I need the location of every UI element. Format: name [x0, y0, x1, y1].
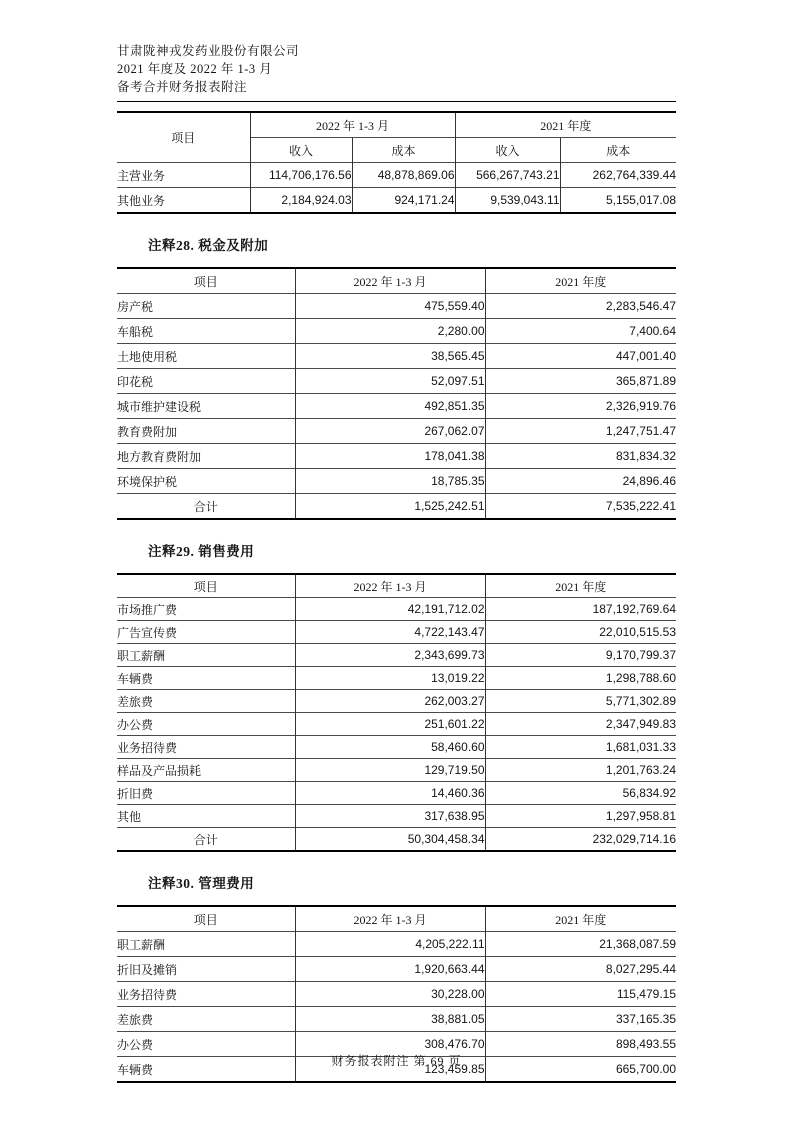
item-cell: 教育费附加	[117, 419, 295, 444]
company-name: 甘肃陇神戎发药业股份有限公司	[117, 44, 300, 58]
value-cell: 1,920,663.44	[295, 957, 485, 982]
value-cell: 365,871.89	[485, 369, 676, 394]
revenue-cost-table	[117, 111, 676, 214]
item-cell: 主营业务	[117, 163, 250, 188]
table-row	[117, 690, 676, 713]
table-row	[117, 469, 676, 494]
column-header-2022: 2022 年 1-3 月	[295, 574, 485, 598]
section-title-note28: 注释28. 税金及附加	[148, 238, 269, 253]
value-cell: 4,205,222.11	[295, 932, 485, 957]
subheader-income-2022: 收入	[250, 138, 352, 163]
table-row	[117, 319, 676, 344]
table-header-row	[117, 906, 676, 932]
subheader-income-2021: 收入	[455, 138, 560, 163]
page-content	[117, 0, 676, 1083]
table-row	[117, 759, 676, 782]
value-cell: 8,027,295.44	[485, 957, 676, 982]
total-value-cell: 232,029,714.16	[485, 828, 676, 852]
item-cell: 环境保护税	[117, 469, 295, 494]
value-cell: 831,834.32	[485, 444, 676, 469]
total-value-cell: 50,304,458.34	[295, 828, 485, 852]
table-row	[117, 982, 676, 1007]
value-cell: 21,368,087.59	[485, 932, 676, 957]
table-header-row	[117, 268, 676, 294]
value-cell: 665,700.00	[485, 1057, 676, 1083]
column-header-item: 项目	[171, 131, 196, 145]
value-cell: 38,565.45	[295, 344, 485, 369]
column-header-2021: 2021 年度	[455, 112, 676, 138]
table-row	[117, 294, 676, 319]
report-period: 2021 年度及 2022 年 1-3 月	[117, 62, 273, 76]
table-row	[117, 394, 676, 419]
table-row	[117, 713, 676, 736]
table-row	[117, 621, 676, 644]
item-cell: 印花税	[117, 369, 295, 394]
table-row	[117, 344, 676, 369]
column-header-2022: 2022 年 1-3 月	[295, 906, 485, 932]
table-row	[117, 1007, 676, 1032]
value-cell: 2,283,546.47	[485, 294, 676, 319]
value-cell: 1,681,031.33	[485, 736, 676, 759]
table-row	[117, 782, 676, 805]
total-label-cell: 合计	[117, 828, 295, 852]
item-cell: 差旅费	[117, 690, 295, 713]
total-label-cell: 合计	[117, 494, 295, 520]
item-cell: 办公费	[117, 1032, 295, 1057]
value-cell: 262,003.27	[295, 690, 485, 713]
item-cell: 职工薪酬	[117, 932, 295, 957]
subheader-cost-2021: 成本	[560, 138, 676, 163]
value-cell: 38,881.05	[295, 1007, 485, 1032]
column-header-item: 项目	[193, 274, 218, 289]
item-cell: 折旧及摊销	[117, 957, 295, 982]
item-cell: 市场推广费	[117, 598, 295, 621]
document-header	[117, 0, 676, 96]
selling-expense-table	[117, 573, 676, 852]
item-cell: 其他	[117, 805, 295, 828]
value-cell: 1,297,958.81	[485, 805, 676, 828]
item-cell: 房产税	[117, 294, 295, 319]
value-cell: 317,638.95	[295, 805, 485, 828]
report-title: 备考合并财务报表附注	[117, 80, 248, 94]
value-cell: 251,601.22	[295, 713, 485, 736]
value-cell: 22,010,515.53	[485, 621, 676, 644]
value-cell: 308,476.70	[295, 1032, 485, 1057]
value-cell: 2,326,919.76	[485, 394, 676, 419]
table-row	[117, 188, 676, 214]
table-header-row	[117, 112, 676, 138]
value-cell: 924,171.24	[352, 188, 455, 214]
item-cell: 车船税	[117, 319, 295, 344]
item-cell: 职工薪酬	[117, 644, 295, 667]
value-cell: 492,851.35	[295, 394, 485, 419]
value-cell: 9,539,043.11	[455, 188, 560, 214]
value-cell: 1,298,788.60	[485, 667, 676, 690]
column-header-item: 项目	[193, 912, 218, 927]
item-cell: 折旧费	[117, 782, 295, 805]
value-cell: 187,192,769.64	[485, 598, 676, 621]
table-row	[117, 444, 676, 469]
table-row	[117, 419, 676, 444]
subheader-cost-2022: 成本	[352, 138, 455, 163]
value-cell: 129,719.50	[295, 759, 485, 782]
column-header-2021: 2021 年度	[485, 574, 676, 598]
value-cell: 56,834.92	[485, 782, 676, 805]
value-cell: 1,201,763.24	[485, 759, 676, 782]
table-row	[117, 163, 676, 188]
column-header-2021: 2021 年度	[485, 906, 676, 932]
value-cell: 13,019.22	[295, 667, 485, 690]
table-row	[117, 736, 676, 759]
item-cell: 车辆费	[117, 1057, 295, 1083]
item-cell: 地方教育费附加	[117, 444, 295, 469]
value-cell: 178,041.38	[295, 444, 485, 469]
value-cell: 58,460.60	[295, 736, 485, 759]
table-total-row	[117, 494, 676, 520]
value-cell: 5,771,302.89	[485, 690, 676, 713]
value-cell: 447,001.40	[485, 344, 676, 369]
value-cell: 2,280.00	[295, 319, 485, 344]
value-cell: 267,062.07	[295, 419, 485, 444]
value-cell: 337,165.35	[485, 1007, 676, 1032]
value-cell: 2,343,699.73	[295, 644, 485, 667]
item-cell: 差旅费	[117, 1007, 295, 1032]
value-cell: 262,764,339.44	[560, 163, 676, 188]
value-cell: 5,155,017.08	[560, 188, 676, 214]
table-row	[117, 644, 676, 667]
value-cell: 52,097.51	[295, 369, 485, 394]
item-cell: 广告宣传费	[117, 621, 295, 644]
table-row	[117, 598, 676, 621]
value-cell: 30,228.00	[295, 982, 485, 1007]
value-cell: 7,400.64	[485, 319, 676, 344]
value-cell: 114,706,176.56	[250, 163, 352, 188]
table-row	[117, 805, 676, 828]
column-header-2021: 2021 年度	[485, 268, 676, 294]
item-cell: 城市维护建设税	[117, 394, 295, 419]
value-cell: 9,170,799.37	[485, 644, 676, 667]
item-cell: 土地使用税	[117, 344, 295, 369]
column-header-2022: 2022 年 1-3 月	[250, 112, 455, 138]
value-cell: 123,459.85	[295, 1057, 485, 1083]
item-cell: 样品及产品损耗	[117, 759, 295, 782]
page-footer: 财务报表附注 第 69 页	[331, 1054, 462, 1068]
item-cell: 车辆费	[117, 667, 295, 690]
column-header-item: 项目	[193, 579, 218, 594]
section-title-note29: 注释29. 销售费用	[148, 544, 255, 559]
table-header-row	[117, 574, 676, 598]
tax-surcharge-table	[117, 267, 676, 520]
section-title-note30: 注释30. 管理费用	[148, 876, 255, 891]
value-cell: 115,479.15	[485, 982, 676, 1007]
value-cell: 18,785.35	[295, 469, 485, 494]
table-row	[117, 369, 676, 394]
table-row	[117, 957, 676, 982]
item-cell: 业务招待费	[117, 736, 295, 759]
value-cell: 1,247,751.47	[485, 419, 676, 444]
column-header-2022: 2022 年 1-3 月	[295, 268, 485, 294]
value-cell: 42,191,712.02	[295, 598, 485, 621]
total-value-cell: 1,525,242.51	[295, 494, 485, 520]
item-cell: 业务招待费	[117, 982, 295, 1007]
value-cell: 566,267,743.21	[455, 163, 560, 188]
value-cell: 475,559.40	[295, 294, 485, 319]
value-cell: 898,493.55	[485, 1032, 676, 1057]
table-total-row	[117, 828, 676, 852]
item-cell: 办公费	[117, 713, 295, 736]
item-cell: 其他业务	[117, 188, 250, 214]
total-value-cell: 7,535,222.41	[485, 494, 676, 520]
value-cell: 2,347,949.83	[485, 713, 676, 736]
header-divider	[117, 101, 676, 102]
table-row	[117, 667, 676, 690]
value-cell: 4,722,143.47	[295, 621, 485, 644]
value-cell: 48,878,869.06	[352, 163, 455, 188]
value-cell: 2,184,924.03	[250, 188, 352, 214]
value-cell: 14,460.36	[295, 782, 485, 805]
value-cell: 24,896.46	[485, 469, 676, 494]
table-row	[117, 932, 676, 957]
